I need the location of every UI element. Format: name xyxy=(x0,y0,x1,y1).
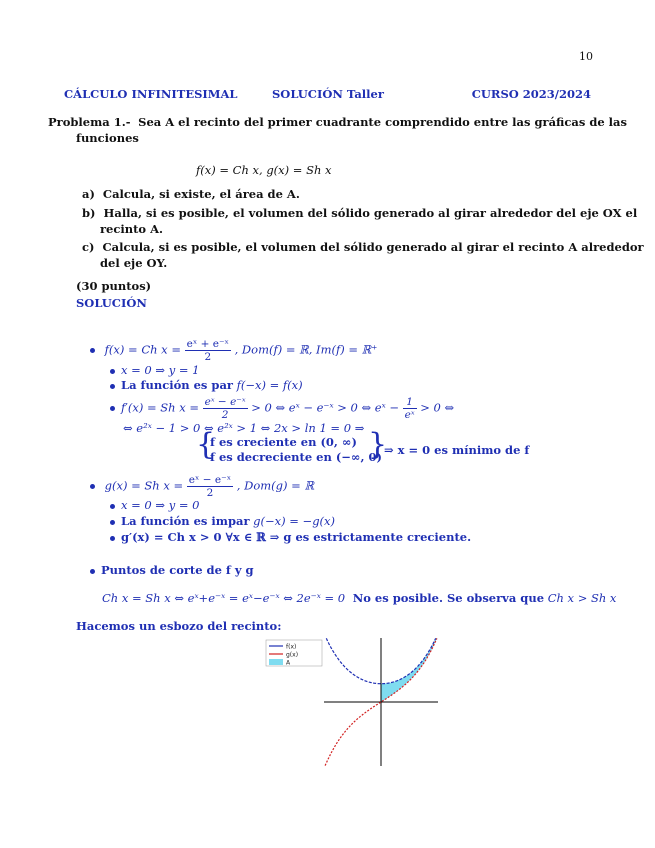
item-c-cont: del eje OY. xyxy=(100,256,168,270)
cut-title: Puntos de corte de f y g xyxy=(90,562,254,578)
item-a-label: a) xyxy=(82,187,95,201)
f-item-3: f′(x) = Sh x = $\frac{\text{eˣ − e⁻ˣ}}{2}$ > 0 ⇔ eˣ − e⁻ˣ > 0 ⇔ eˣ − $\frac{1}{\text{eˣ}}$ > 0 ⇔ xyxy=(110,396,454,421)
g-item-3: g′(x) = Ch x > 0 ∀x ∈ ℝ ⇒ g es estrictamente creciente. xyxy=(110,529,471,545)
legend-label-2: A xyxy=(286,659,291,667)
header-type: SOLUCIÓN Taller xyxy=(272,87,384,101)
bullet-icon xyxy=(110,520,115,525)
f-item-2: La función es par f(−x) = f(x) xyxy=(110,377,303,393)
points: (30 puntos) xyxy=(76,279,152,293)
problem-label: Problema 1.- xyxy=(48,115,131,129)
header-course: CÁLCULO INFINITESIMAL xyxy=(64,87,238,101)
problem-functions: f(x) = Ch x, g(x) = Sh x xyxy=(196,163,332,177)
bullet-icon xyxy=(90,484,95,489)
bullet-icon xyxy=(90,569,95,574)
problem-line-1 xyxy=(48,114,627,130)
problem-line-2: funciones xyxy=(76,131,139,145)
sketch-title: Hacemos un esbozo del recinto: xyxy=(76,619,282,633)
bullet-icon xyxy=(110,406,115,411)
f-item-1: x = 0 ⇒ y = 1 xyxy=(110,362,199,378)
legend-label-1: g(x) xyxy=(286,651,299,659)
cut-equation: Ch x = Sh x ⇔ eˣ+e⁻ˣ = eˣ−e⁻ˣ ⇔ 2e⁻ˣ = 0 No es posible. Se observa que Ch x > Sh x xyxy=(102,591,617,605)
region-a-fill xyxy=(381,638,438,702)
f-item-4: ⇔ e²ˣ − 1 > 0 ⇔ e²ˣ > 1 ⇔ 2x > ln 1 = 0 ⇒ xyxy=(123,421,365,435)
g-fraction: $\frac{\text{eˣ − e⁻ˣ}}{2}$ xyxy=(188,474,232,499)
item-b-text: Halla, si es posible, el volumen del sólido generado al girar alrededor del eje OX el xyxy=(103,206,638,220)
region-sketch-chart xyxy=(262,636,442,771)
legend-label-0: f(x) xyxy=(286,643,297,651)
bullet-icon xyxy=(110,536,115,541)
f-fraction: $\frac{\text{eˣ + e⁻ˣ}}{2}$ xyxy=(186,338,229,363)
header-year: CURSO 2023/2024 xyxy=(471,87,591,101)
item-b-cont: recinto A. xyxy=(100,222,164,236)
item-c-label: c) xyxy=(82,240,95,254)
bullet-icon xyxy=(110,369,115,374)
item-a xyxy=(82,186,300,202)
item-c xyxy=(82,239,644,255)
bullet-icon xyxy=(110,384,115,389)
page-number: 10 xyxy=(579,50,593,63)
g-definition: g(x) = Sh x = $\frac{\text{eˣ − e⁻ˣ}}{2}$ , Dom(g) = ℝ xyxy=(90,474,314,499)
item-b-label: b) xyxy=(82,206,96,220)
item-c-text: Calcula, si es posible, el volumen del sólido generado al girar el recinto A alrededor xyxy=(102,240,644,254)
bullet-icon xyxy=(110,504,115,509)
problem-statement: Sea A el recinto del primer cuadrante comprendido entre las gráficas de las xyxy=(138,115,627,129)
item-b xyxy=(82,205,637,221)
bullet-icon xyxy=(90,348,95,353)
g-item-1: x = 0 ⇒ y = 0 xyxy=(110,497,199,513)
g-item-2: La función es impar g(−x) = −g(x) xyxy=(110,513,335,529)
item-a-text: Calcula, si existe, el área de A. xyxy=(102,187,300,201)
solution-title: SOLUCIÓN xyxy=(76,296,147,310)
legend-swatch-2 xyxy=(269,659,283,665)
f-definition: f(x) = Ch x = $\frac{\text{eˣ + e⁻ˣ}}{2}$ , Dom(f) = ℝ, Im(f) = ℝ⁺ xyxy=(90,338,377,363)
